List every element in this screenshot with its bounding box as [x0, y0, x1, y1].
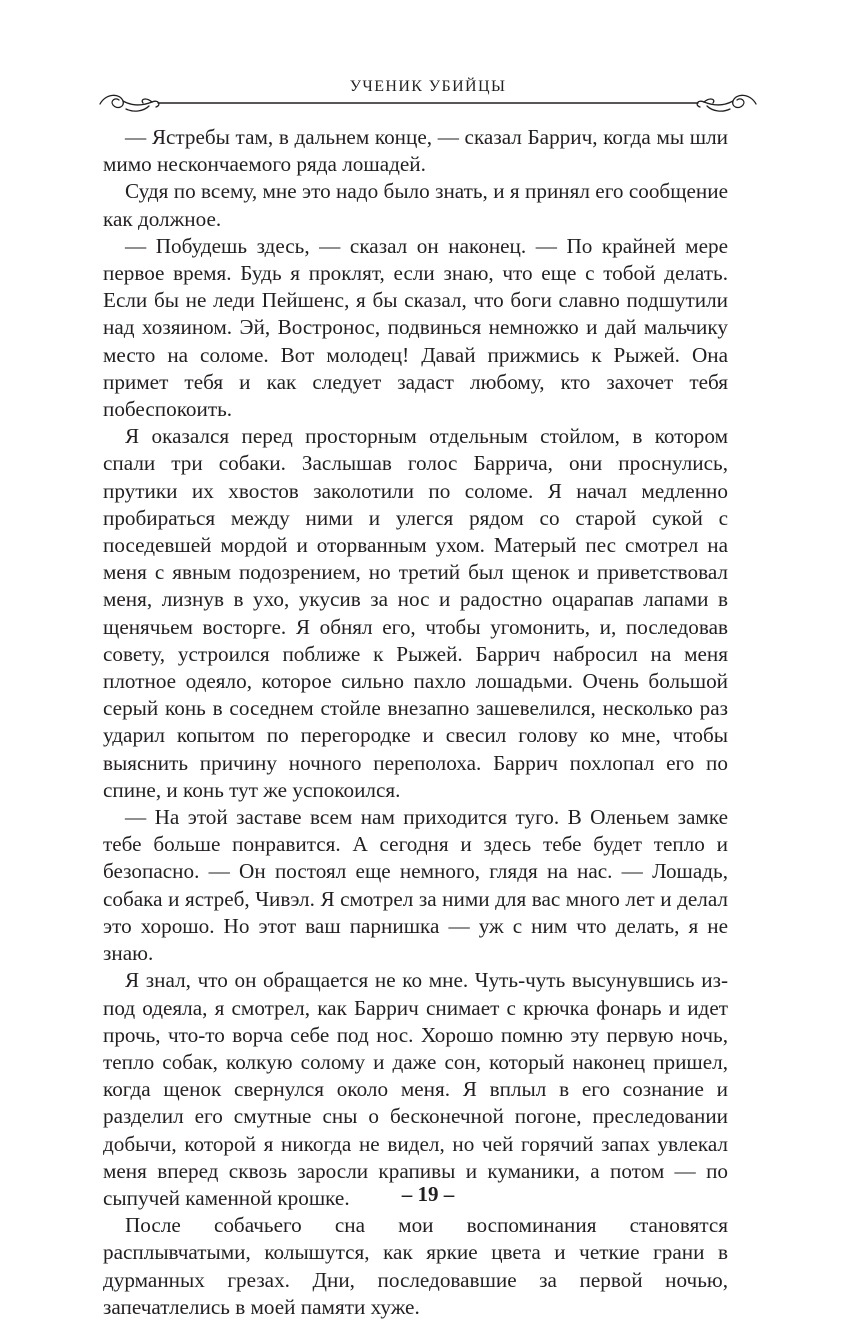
paragraph: После собачьего сна мои воспоминания становятся расплывчатыми, колышутся, как яркие цвета и четкие грани в дурманных грезах. Дни, последовавшие за первой ночью, запечатлелись в моей памяти хуже.	[103, 1213, 728, 1319]
paragraph: — Побудешь здесь, — сказал он наконец. — По крайней мере первое время. Будь я проклят, если знаю, что еще с тобой делать. Если бы не леди Пейшенс, я бы сказал, что боги славно подшутили над хозяином. Эй, Востронос, подвинься немножко и дай мальчику место на соломе. Вот молодец! Давай прижмись к Рыжей. Она примет тебя и как следует задаст любому, кто захочет тебя побеспокоить.	[103, 233, 728, 422]
paragraph: Я знал, что он обращается не ко мне. Чуть-чуть высунувшись из-под одеяла, я смотрел, как Баррич снимает с крючка фонарь и идет прочь, что-то ворча себе под нос. Хорошо помню эту первую ночь, тепло собак, колкую солому и даже сон, который наконец пришел, когда щенок свернулся около меня. Я вплыл в его сознание и разделил его смутные сны о бесконечной погоне, преследовании добычи, которой я никогда не видел, но чей горячий запах увлекал меня вперед сквозь заросли крапивы и куманики, а потом — по сыпучей каменной крошке.	[103, 968, 728, 1210]
paragraph: Судя по всему, мне это надо было знать, и я принял его сообщение как должное.	[103, 179, 728, 231]
paragraph: — На этой заставе всем нам приходится туго. В Оленьем замке тебе больше понравится. А сегодня и здесь тебе будет тепло и безопасно. — Он постоял еще немного, глядя на нас. — Лошадь, собака и ястреб, Чивэл. Я смотрел за ними для вас много лет и делал это хорошо. Но этот ваш парнишка — уж с ним что делать, я не знаю.	[103, 805, 728, 966]
body-text	[103, 124, 728, 1321]
paragraph: — Ястребы там, в дальнем конце, — сказал Баррич, когда мы шли мимо нескончаемого ряда лошадей.	[103, 125, 728, 177]
paragraph: Я оказался перед просторным отдельным стойлом, в котором спали три собаки. Заслышав голос Баррича, они проснулись, прутики их хвостов заколотили по соломе. Я начал медленно пробираться между ними и улегся рядом со старой сукой с поседевшей мордой и оторванным ухом. Матерый пес смотрел на меня с явным подозрением, но третий был щенок и приветствовал меня, лизнув в ухо, укусив за нос и радостно оцарапав лапами в щенячьем восторге. Я обнял его, чтобы угомонить, и, последовав совету, устроился поближе к Рыжей. Баррич набросил на меня плотное одеяло, которое сильно пахло лошадьми. Очень большой серый конь в соседнем стойле внезапно зашевелился, несколько раз ударил копытом по перегородке и свесил голову ко мне, чтобы выяснить причину ночного переполоха. Баррич похлопал его по спине, и конь тут же успокоился.	[103, 424, 728, 802]
running-title: УЧЕНИК УБИЙЦЫ	[349, 78, 507, 95]
header-ornament-rule	[96, 89, 760, 115]
page-number: – 19 –	[401, 1182, 455, 1206]
